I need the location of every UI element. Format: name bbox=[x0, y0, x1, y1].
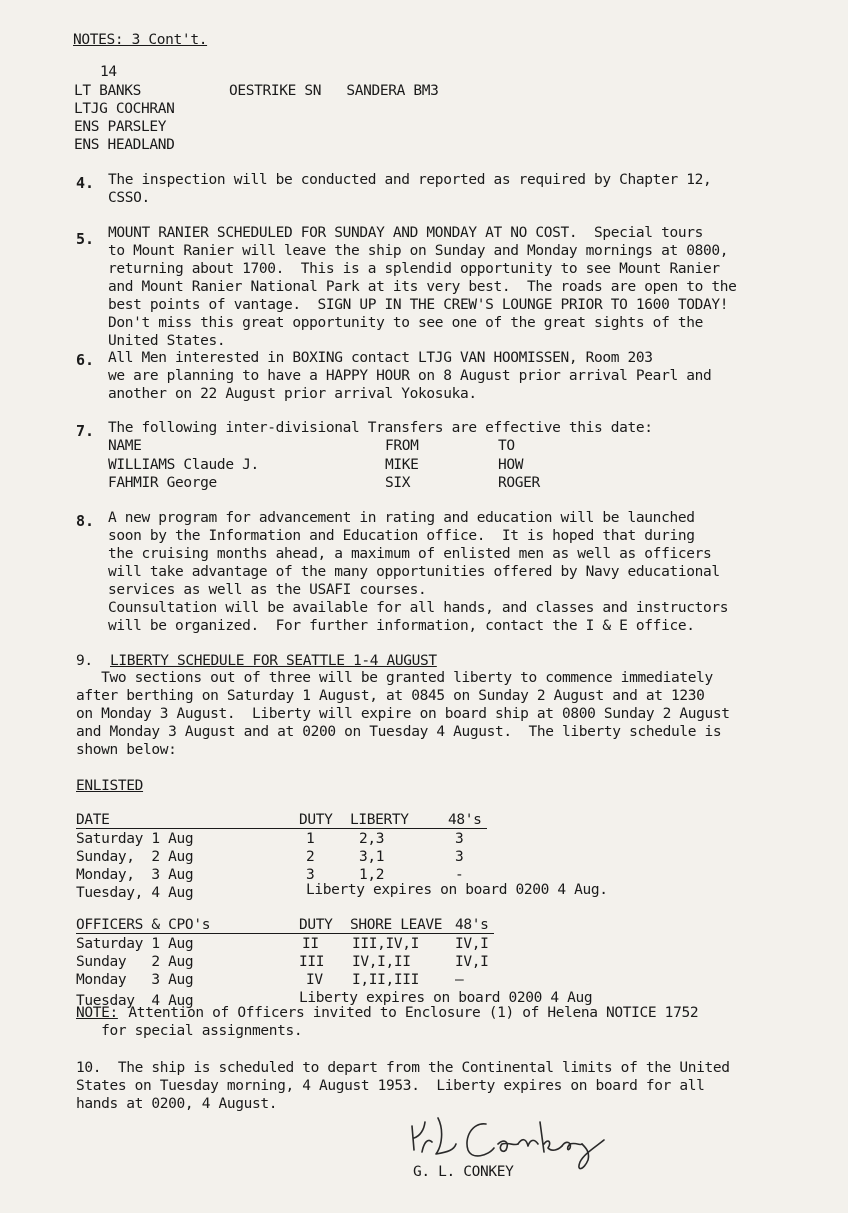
table-cell-48s: IV,I bbox=[455, 954, 489, 970]
table-cell-48s: 3 bbox=[455, 831, 464, 847]
table-cell-liberty: 2,3 bbox=[359, 831, 385, 847]
table-cell-shore-leave: I,II,III bbox=[352, 972, 420, 988]
enlisted-heading: ENLISTED bbox=[76, 778, 144, 794]
personnel-enlisted: OESTRIKE SN SANDERA BM3 bbox=[229, 83, 439, 99]
paragraph-line: Two sections out of three will be granted liberty to commence immediately bbox=[76, 670, 713, 686]
paragraph-line: on Monday 3 August. Liberty will expire on board ship at 0800 Sunday 2 August bbox=[76, 706, 730, 722]
paragraph-line: shown below: bbox=[76, 742, 177, 758]
paragraph-line: United States. bbox=[108, 333, 226, 349]
table-note: Liberty expires on board 0200 4 Aug. bbox=[306, 882, 608, 898]
personnel-name: LTJG COCHRAN bbox=[74, 101, 175, 117]
transfer-cell: HOW bbox=[498, 457, 524, 473]
paragraph-line: States on Tuesday morning, 4 August 1953. Liberty expires on board for all bbox=[76, 1078, 705, 1094]
transfers-header-to: TO bbox=[498, 438, 515, 454]
paragraph-line: and Monday 3 August and at 0200 on Tuesday 4 August. The liberty schedule is bbox=[76, 724, 722, 740]
transfer-cell: FAHMIR George bbox=[108, 475, 217, 491]
paragraph-line: The following inter-divisional Transfers are effective this date: bbox=[108, 420, 653, 436]
table-cell-date: Tuesday 4 Aug bbox=[76, 993, 194, 1009]
paragraph-line: services as well as the USAFI courses. bbox=[108, 582, 427, 598]
paragraph-line: All Men interested in BOXING contact LTJG VAN HOOMISSEN, Room 203 bbox=[108, 350, 653, 366]
paragraph-line: we are planning to have a HAPPY HOUR on 8 August prior arrival Pearl and bbox=[108, 368, 712, 384]
table-header-shore-leave: SHORE LEAVE bbox=[350, 917, 443, 933]
table-note: Liberty expires on board 0200 4 Aug bbox=[299, 990, 593, 1006]
paragraph-line: will take advantage of the many opportunities offered by Navy educational bbox=[108, 564, 720, 580]
paragraph-line: the cruising months ahead, a maximum of enlisted men as well as officers bbox=[108, 546, 712, 562]
table-cell-liberty: 3,1 bbox=[359, 849, 385, 865]
table-cell-date: Sunday 2 Aug bbox=[76, 954, 194, 970]
paragraph-line: and Mount Ranier National Park at its very best. The roads are open to the bbox=[108, 279, 737, 295]
table-rule bbox=[76, 828, 487, 829]
personnel-name: ENS PARSLEY bbox=[74, 119, 167, 135]
personnel-name: ENS HEADLAND bbox=[74, 137, 175, 153]
table-cell-date: Sunday, 2 Aug bbox=[76, 849, 194, 865]
table-header-officers: OFFICERS & CPO's bbox=[76, 917, 211, 933]
paragraph-line: after berthing on Saturday 1 August, at 0845 on Sunday 2 August and at 1230 bbox=[76, 688, 705, 704]
table-header-duty: DUTY bbox=[299, 917, 333, 933]
table-header-liberty: LIBERTY bbox=[350, 812, 409, 828]
item-number: 9. bbox=[76, 653, 93, 669]
table-cell-duty: III bbox=[299, 954, 325, 970]
table-cell-date: Saturday 1 Aug bbox=[76, 936, 194, 952]
table-cell-date: Tuesday, 4 Aug bbox=[76, 885, 194, 901]
table-cell-48s: 3 bbox=[455, 849, 464, 865]
table-header-48s: 48's bbox=[448, 812, 482, 828]
transfers-header-name: NAME bbox=[108, 438, 142, 454]
table-header-date: DATE bbox=[76, 812, 110, 828]
paragraph-line: Don't miss this great opportunity to see one of the great sights of the bbox=[108, 315, 703, 331]
transfers-header-from: FROM bbox=[385, 438, 419, 454]
note-label: NOTE: bbox=[76, 1005, 118, 1021]
table-cell-48s: - bbox=[455, 867, 464, 883]
paragraph-line: A new program for advancement in rating and education will be launched bbox=[108, 510, 695, 526]
personnel-name: LT BANKS bbox=[74, 83, 142, 99]
paragraph-line: hands at 0200, 4 August. bbox=[76, 1096, 278, 1112]
paragraph-line: CSSO. bbox=[108, 190, 150, 206]
table-cell-duty: 2 bbox=[306, 849, 315, 865]
paragraph-line: best points of vantage. SIGN UP IN THE CREW'S LOUNGE PRIOR TO 1600 TODAY! bbox=[108, 297, 729, 313]
item-number: 4. bbox=[76, 174, 95, 192]
item-number: 7. bbox=[76, 422, 95, 440]
table-header-duty: DUTY bbox=[299, 812, 333, 828]
table-cell-duty: II bbox=[302, 936, 319, 952]
table-cell-duty: 1 bbox=[306, 831, 315, 847]
table-cell-shore-leave: III,IV,I bbox=[352, 936, 420, 952]
paragraph-line: will be organized. For further information, contact the I & E office. bbox=[108, 618, 695, 634]
paragraph-line: 10. The ship is scheduled to depart from the Continental limits of the United bbox=[76, 1060, 730, 1076]
transfer-cell: SIX bbox=[385, 475, 411, 491]
note-line: for special assignments. bbox=[76, 1023, 303, 1039]
item-number: 6. bbox=[76, 351, 95, 369]
table-header-48s: 48's bbox=[455, 917, 489, 933]
paragraph-line: The inspection will be conducted and reported as required by Chapter 12, bbox=[108, 172, 712, 188]
table-cell-liberty: 1,2 bbox=[359, 867, 385, 883]
item-number: 5. bbox=[76, 230, 95, 248]
table-cell-date: Monday 3 Aug bbox=[76, 972, 194, 988]
paragraph-line: to Mount Ranier will leave the ship on Sunday and Monday mornings at 0800, bbox=[108, 243, 729, 259]
transfer-cell: WILLIAMS Claude J. bbox=[108, 457, 259, 473]
table-cell-date: Saturday 1 Aug bbox=[76, 831, 194, 847]
paragraph-line: Counsultation will be available for all hands, and classes and instructors bbox=[108, 600, 729, 616]
paragraph-line: soon by the Information and Education office. It is hoped that during bbox=[108, 528, 695, 544]
paragraph-line: returning about 1700. This is a splendid opportunity to see Mount Ranier bbox=[108, 261, 720, 277]
notes-heading: NOTES: 3 Cont't. bbox=[73, 32, 208, 48]
table-cell-date: Monday, 3 Aug bbox=[76, 867, 194, 883]
transfer-cell: ROGER bbox=[498, 475, 540, 491]
signature-name: G. L. CONKEY bbox=[413, 1164, 514, 1180]
liberty-schedule-heading: LIBERTY SCHEDULE FOR SEATTLE 1-4 AUGUST bbox=[110, 653, 437, 669]
paragraph-line: MOUNT RANIER SCHEDULED FOR SUNDAY AND MONDAY AT NO COST. Special tours bbox=[108, 225, 703, 241]
personnel-number: 14 bbox=[100, 64, 117, 80]
table-cell-48s: IV,I bbox=[455, 936, 489, 952]
transfer-cell: MIKE bbox=[385, 457, 419, 473]
table-cell-shore-leave: IV,I,II bbox=[352, 954, 411, 970]
table-rule bbox=[76, 933, 494, 934]
paragraph-line: another on 22 August prior arrival Yokosuka. bbox=[108, 386, 477, 402]
table-cell-duty: 3 bbox=[306, 867, 315, 883]
item-number: 8. bbox=[76, 512, 95, 530]
note-line: Attention of Officers invited to Enclosure (1) of Helena NOTICE 1752 bbox=[120, 1005, 699, 1021]
table-cell-48s: — bbox=[455, 972, 464, 988]
table-cell-duty: IV bbox=[306, 972, 323, 988]
